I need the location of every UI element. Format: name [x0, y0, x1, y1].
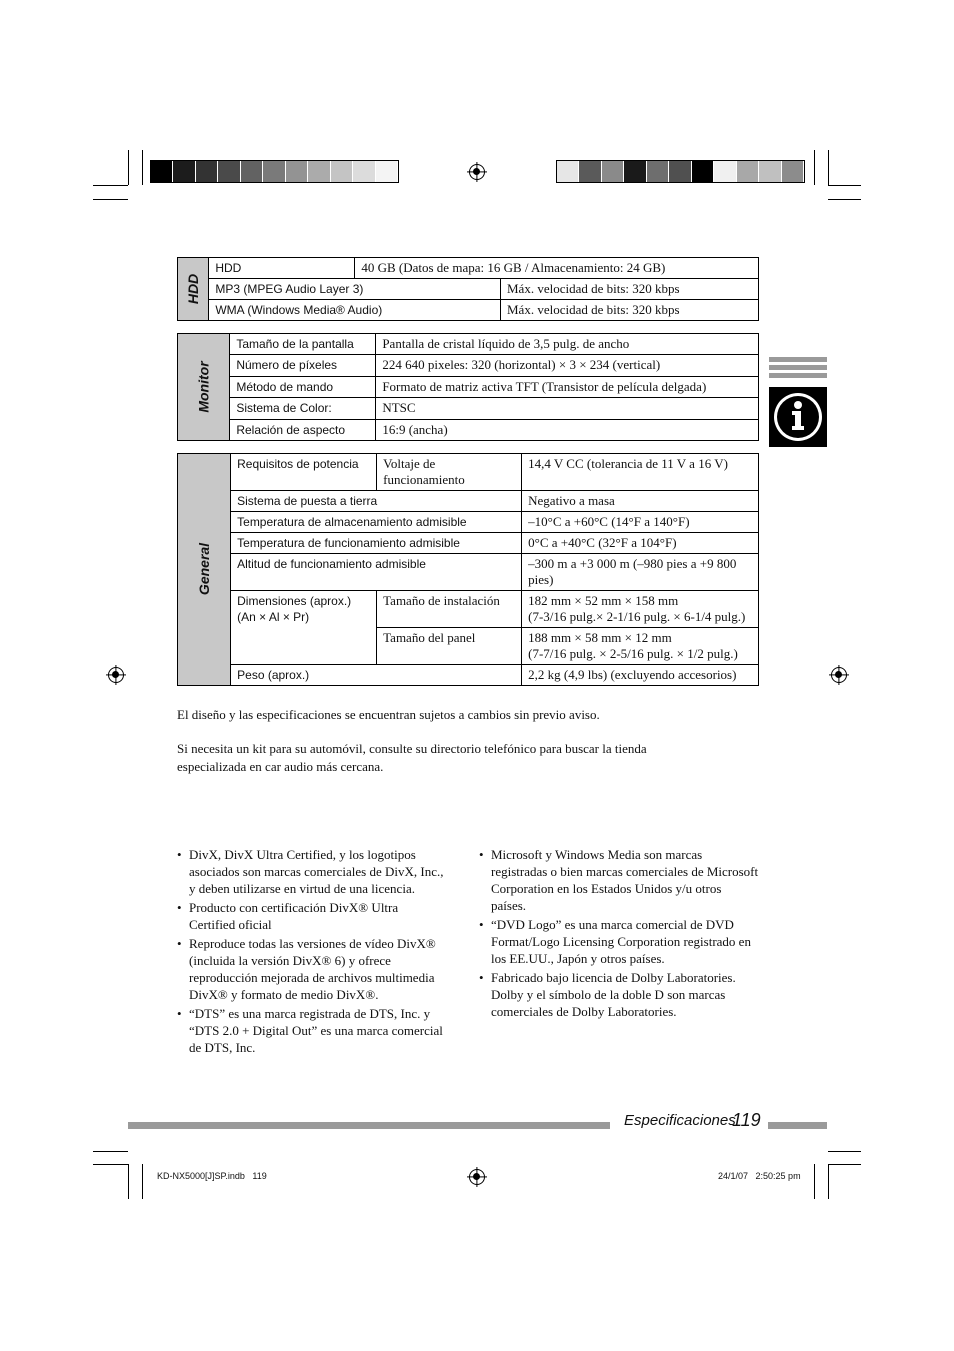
spec-label: Número de píxeles [230, 355, 376, 376]
color-swatch [714, 161, 736, 182]
spec-label: Temperatura de almacenamiento admisible [231, 512, 522, 533]
print-timestamp: 24/1/07 2:50:25 pm [718, 1171, 801, 1181]
spec-label: HDD [209, 258, 355, 279]
spec-sublabel: Voltaje de funcionamiento [377, 454, 522, 491]
footer-bar-right [768, 1122, 827, 1129]
section-label-hdd: HDD [178, 258, 209, 321]
spec-value [522, 591, 759, 628]
spec-value-line: 182 mm × 52 mm × 158 mm [528, 593, 679, 608]
info-tab [769, 387, 827, 447]
list-item: • “DVD Logo” es una marca comercial de DVD Format/Logo Licensing Corporation registrado en los EE.UU., Japón y otros países. [479, 916, 759, 967]
spec-value-line: 188 mm × 58 mm × 12 mm [528, 630, 672, 645]
color-swatch [308, 161, 330, 182]
page-number: 119 [732, 1110, 761, 1130]
spec-value: 40 GB (Datos de mapa: 16 GB / Almacenamiento: 24 GB) [355, 258, 759, 279]
hdd-spec-table [177, 257, 759, 321]
spec-value: 0°C a +40°C (32°F a 104°F) [522, 533, 759, 554]
spec-value: 2,2 kg (4,9 lbs) (excluyendo accesorios) [522, 665, 759, 686]
footer-section-title: Especificaciones [624, 1112, 736, 1129]
general-spec-table [177, 453, 759, 686]
list-item: • Reproduce todas las versiones de vídeo DivX® (incluida la versión DivX® 6) y ofrece reproducción mejorada de archivos multimedia DivX® y formato de medio DivX®. [177, 935, 447, 1003]
spec-label: Relación de aspecto [230, 419, 376, 440]
print-file-name: KD-NX5000[J]SP.indb 119 [157, 1171, 267, 1181]
spec-value: NTSC [376, 398, 759, 419]
color-swatch [286, 161, 308, 182]
section-label-monitor: Monitor [178, 334, 230, 441]
color-calibration-bar-left [150, 160, 399, 183]
spec-value: –10°C a +60°C (14°F a 140°F) [522, 512, 759, 533]
color-swatch [737, 161, 759, 182]
list-item: • Fabricado bajo licencia de Dolby Laboratories. Dolby y el símbolo de la doble D son marcas comerciales de Dolby Laboratories. [479, 969, 759, 1020]
color-swatch [624, 161, 646, 182]
trademark-notes-left [177, 846, 447, 1058]
color-swatch [173, 161, 195, 182]
spec-label: Temperatura de funcionamiento admisible [231, 533, 522, 554]
spec-label: MP3 (MPEG Audio Layer 3) [209, 279, 501, 300]
spec-value: Negativo a masa [522, 491, 759, 512]
section-label-general: General [178, 454, 231, 686]
spec-value-line: (7-7/16 pulg. × 2-5/16 pulg. × 1/2 pulg.) [528, 646, 738, 661]
color-swatch [557, 161, 579, 182]
spec-value: 14,4 V CC (tolerancia de 11 V a 16 V) [522, 454, 759, 491]
spec-label: Requisitos de potencia [231, 454, 377, 491]
spec-label: Sistema de Color: [230, 398, 376, 419]
spec-value: Máx. velocidad de bits: 320 kbps [501, 279, 759, 300]
monitor-spec-table [177, 333, 759, 441]
section-stripes [769, 357, 827, 381]
spec-value: Formato de matriz activa TFT (Transistor de película delgada) [376, 376, 759, 397]
color-swatch [331, 161, 353, 182]
color-swatch [669, 161, 691, 182]
spec-label: Dimensiones (aprox.) (An × Al × Pr) [231, 591, 377, 665]
trademark-notes-right [479, 846, 759, 1022]
spec-label: Método de mando [230, 376, 376, 397]
color-swatch [759, 161, 781, 182]
spec-label: WMA (Windows Media® Audio) [209, 300, 501, 321]
spec-sublabel: Tamaño del panel [377, 628, 522, 665]
list-item: • Microsoft y Windows Media son marcas registradas o bien marcas comerciales de Microsoft Corporation en los Estados Unidos y/u otros países. [479, 846, 759, 914]
spec-sublabel: Tamaño de instalación [377, 591, 522, 628]
list-item: • DivX, DivX Ultra Certified, y los logotipos asociados son marcas comerciales de DivX, Inc., y deben utilizarse en virtud de una licencia. [177, 846, 447, 897]
registration-mark-icon [469, 1169, 485, 1185]
color-swatch [376, 161, 398, 182]
registration-mark-icon [108, 667, 124, 683]
color-swatch [647, 161, 669, 182]
color-swatch [196, 161, 218, 182]
color-swatch [241, 161, 263, 182]
notice-car-kit: Si necesita un kit para su automóvil, consulte su directorio telefónico para buscar la tienda especializada en car audio más cercana. [177, 741, 647, 774]
color-swatch [218, 161, 240, 182]
color-swatch [151, 161, 173, 182]
spec-value: 16:9 (ancha) [376, 419, 759, 440]
info-icon [769, 387, 827, 447]
color-swatch [602, 161, 624, 182]
color-swatch [782, 161, 804, 182]
color-swatch [579, 161, 601, 182]
spec-value [522, 628, 759, 665]
list-item: • Producto con certificación DivX® Ultra Certified oficial [177, 899, 447, 933]
spec-label: Altitud de funcionamiento admisible [231, 554, 522, 591]
spec-value-line: (7-3/16 pulg.× 2-1/16 pulg. × 6-1/4 pulg.) [528, 609, 746, 624]
spec-value: Pantalla de cristal líquido de 3,5 pulg. de ancho [376, 334, 759, 355]
registration-mark-icon [469, 164, 485, 180]
notice-specs-change: El diseño y las especificaciones se encuentran sujetos a cambios sin previo aviso. [177, 707, 600, 722]
spec-value: 224 640 pixeles: 320 (horizontal) × 3 × 234 (vertical) [376, 355, 759, 376]
color-swatch [353, 161, 375, 182]
spec-label: Peso (aprox.) [231, 665, 522, 686]
color-calibration-bar-right [556, 160, 805, 183]
spec-label: Tamaño de la pantalla [230, 334, 376, 355]
spec-label: Sistema de puesta a tierra [231, 491, 522, 512]
color-swatch [692, 161, 714, 182]
spec-value: –300 m a +3 000 m (–980 pies a +9 800 pies) [522, 554, 759, 591]
list-item: • “DTS” es una marca registrada de DTS, Inc. y “DTS 2.0 + Digital Out” es una marca comercial de DTS, Inc. [177, 1005, 447, 1056]
color-swatch [263, 161, 285, 182]
spec-value: Máx. velocidad de bits: 320 kbps [501, 300, 759, 321]
footer-bar-left [128, 1122, 610, 1129]
registration-mark-icon [831, 667, 847, 683]
